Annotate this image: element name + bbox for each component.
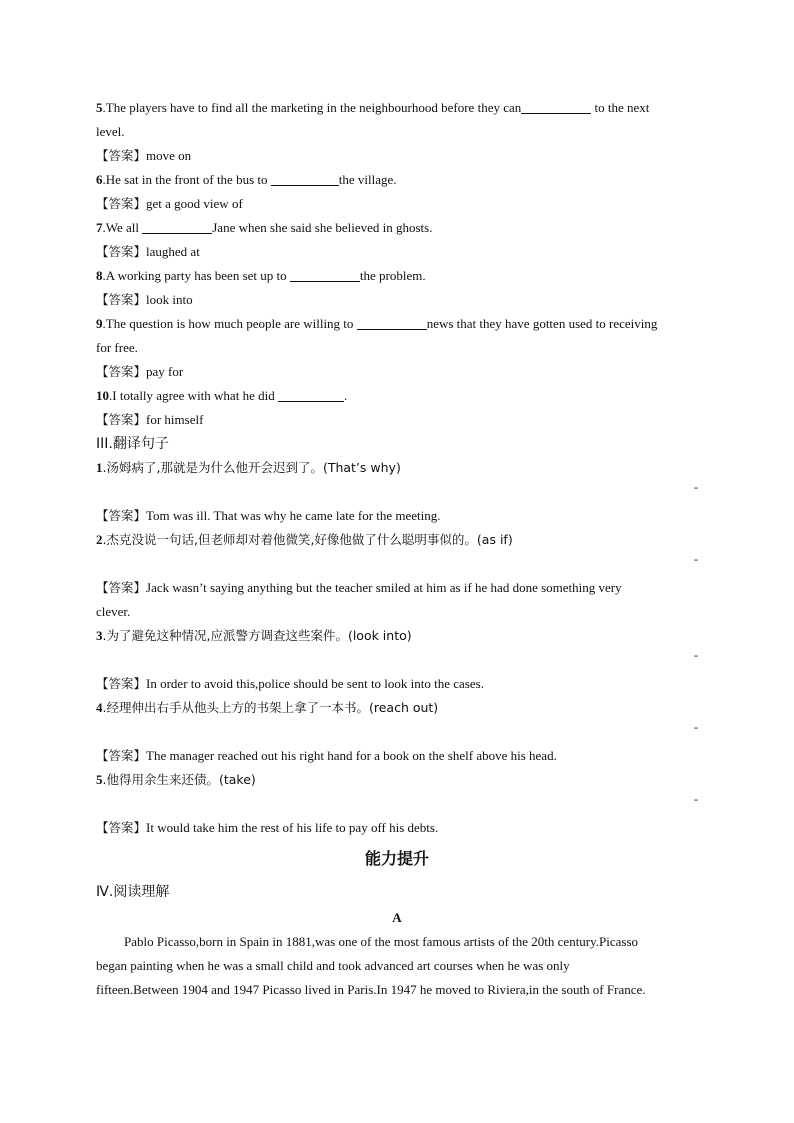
question-text-after: . — [343, 388, 348, 403]
passage-line: fifteen.Between 1904 and 1947 Picasso lived in Paris.In 1947 he moved to Riviera,in the south of France. — [96, 982, 646, 997]
answer-text: get a good view of — [146, 196, 243, 211]
answer-10 — [96, 408, 698, 432]
passage-line: began painting when he was a small child and took advanced art courses when he was only — [96, 958, 570, 973]
answer-blank — [278, 387, 344, 402]
passage-letter: A — [392, 910, 402, 925]
line-mark: - — [694, 480, 698, 494]
question-number: 2 — [96, 532, 103, 547]
question-text-after: news that they have gotten used to receiving — [426, 316, 658, 331]
question-9 — [96, 312, 698, 336]
ability-heading: 能力提升 — [364, 849, 429, 868]
answer-text: In order to avoid this,police should be sent to look into the cases. — [146, 676, 484, 691]
line-mark: - — [694, 720, 698, 734]
question-text-after: the problem. — [359, 268, 426, 283]
question-text-after: the village. — [338, 172, 397, 187]
question-text: .The question is how much people are willing to — [102, 316, 357, 331]
answer-text: laughed at — [146, 244, 200, 259]
answer-label: 【答案】 — [96, 676, 147, 691]
question-number: 10 — [96, 388, 109, 403]
question-text: .A working party has been set up to — [102, 268, 290, 283]
answer-blank — [357, 315, 427, 330]
answer-text: move on — [146, 148, 192, 163]
translate-question-4 — [96, 696, 698, 720]
answer-line — [96, 720, 698, 744]
question-text-after: Jane when she said she believed in ghosts. — [212, 220, 433, 235]
answer-text: for himself — [146, 412, 204, 427]
question-number: 5 — [96, 772, 103, 787]
translate-answer-4 — [96, 744, 698, 768]
translate-question-1 — [96, 456, 698, 480]
question-text: .杰克没说一句话,但老师却对着他微笑,好像他做了什么聪明事似的。(as if) — [102, 532, 513, 547]
question-number: 3 — [96, 628, 103, 643]
question-number: 6 — [96, 172, 103, 187]
question-text: .The players have to find all the marketing in the neighbourhood before they can — [102, 100, 522, 115]
translate-question-5 — [96, 768, 698, 792]
answer-9 — [96, 360, 698, 384]
question-number: 7 — [96, 220, 103, 235]
question-8 — [96, 264, 698, 288]
answer-blank — [142, 219, 212, 234]
question-text: .为了避免这种情况,应派警方调查这些案件。(look into) — [102, 628, 412, 643]
answer-label: 【答案】 — [96, 292, 147, 307]
translate-answer-5 — [96, 816, 698, 840]
answer-label: 【答案】 — [96, 364, 147, 379]
question-10 — [96, 384, 698, 408]
answer-text: pay for — [146, 364, 184, 379]
question-text-after: to the next — [591, 100, 650, 115]
question-number: 1 — [96, 460, 103, 475]
section-heading: Ⅳ.阅读理解 — [96, 884, 170, 900]
answer-blank — [290, 267, 360, 282]
question-6 — [96, 168, 698, 192]
translate-answer-1 — [96, 504, 698, 528]
answer-label: 【答案】 — [96, 244, 147, 259]
question-number: 8 — [96, 268, 103, 283]
answer-6 — [96, 192, 698, 216]
question-text: .汤姆病了,那就是为什么他开会迟到了。(That’s why) — [102, 460, 401, 475]
answer-label: 【答案】 — [96, 820, 147, 835]
answer-line — [96, 792, 698, 816]
answer-label: 【答案】 — [96, 196, 147, 211]
answer-text: It would take him the rest of his life to pay off his debts. — [146, 820, 439, 835]
answer-line — [96, 552, 698, 576]
answer-text: Tom was ill. That was why he came late for the meeting. — [146, 508, 441, 523]
translate-answer-2 — [96, 576, 698, 600]
answer-continuation: clever. — [96, 604, 131, 619]
question-text: .他得用余生来还债。(take) — [102, 772, 256, 787]
translate-question-3 — [96, 624, 698, 648]
answer-text: The manager reached out his right hand for a book on the shelf above his head. — [146, 748, 557, 763]
translate-answer-3 — [96, 672, 698, 696]
answer-blank — [521, 99, 591, 114]
answer-blank — [271, 171, 339, 186]
question-continuation: for free. — [96, 340, 138, 355]
question-text: .We all — [102, 220, 143, 235]
answer-label: 【答案】 — [96, 148, 147, 163]
answer-label: 【答案】 — [96, 412, 147, 427]
question-number: 4 — [96, 700, 103, 715]
answer-line — [96, 480, 698, 504]
answer-5 — [96, 144, 698, 168]
answer-label: 【答案】 — [96, 580, 147, 595]
question-text: .I totally agree with what he did — [109, 388, 278, 403]
answer-label: 【答案】 — [96, 748, 147, 763]
question-text: .He sat in the front of the bus to — [102, 172, 271, 187]
answer-label: 【答案】 — [96, 508, 147, 523]
worksheet-page — [96, 96, 698, 1002]
answer-text: Jack wasn’t saying anything but the teacher smiled at him as if he had done something very — [146, 580, 622, 595]
question-7 — [96, 216, 698, 240]
answer-line — [96, 648, 698, 672]
line-mark: - — [694, 648, 698, 662]
answer-7 — [96, 240, 698, 264]
line-mark: - — [694, 552, 698, 566]
answer-8 — [96, 288, 698, 312]
question-number: 9 — [96, 316, 103, 331]
answer-text: look into — [146, 292, 193, 307]
question-text: .经理伸出右手从他头上方的书架上拿了一本书。(reach out) — [102, 700, 439, 715]
translate-question-2 — [96, 528, 698, 552]
line-mark: - — [694, 792, 698, 806]
question-continuation: level. — [96, 124, 125, 139]
question-number: 5 — [96, 100, 103, 115]
question-5 — [96, 96, 698, 120]
section-heading: III.翻译句子 — [96, 436, 169, 452]
passage-line: Pablo Picasso,born in Spain in 1881,was one of the most famous artists of the 20th century.Picasso — [124, 934, 639, 949]
